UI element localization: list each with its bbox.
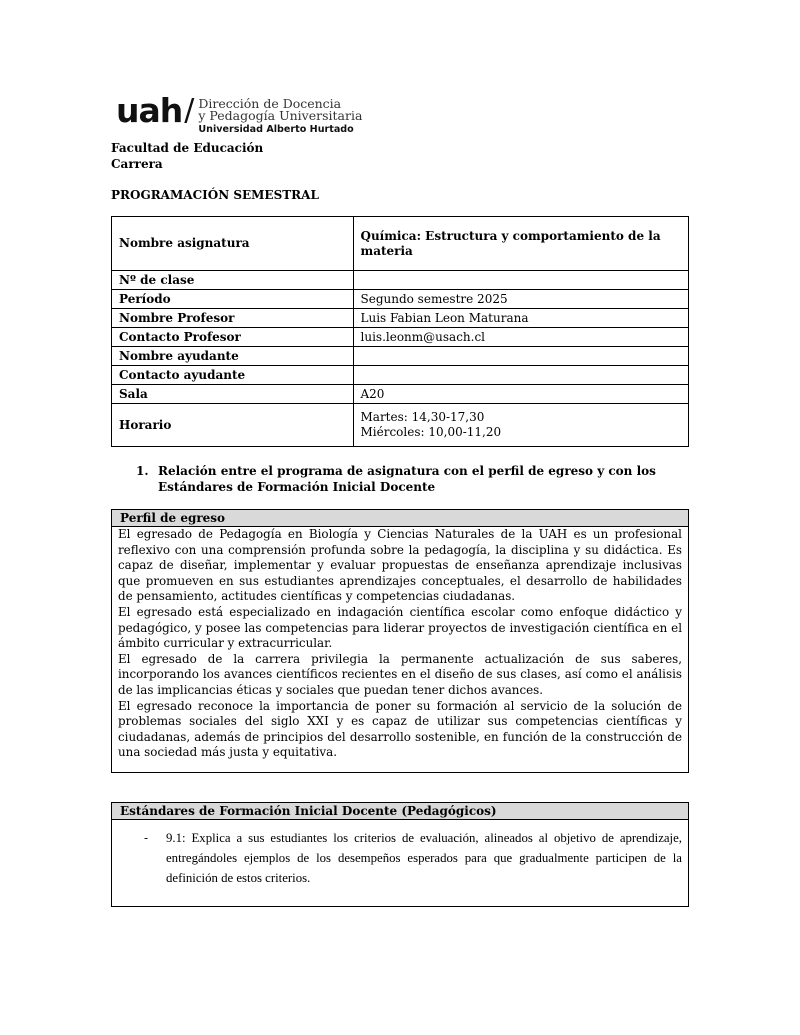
table-row	[112, 309, 689, 328]
row-label: Nº de clase	[112, 271, 354, 290]
perfil-paragraph: El egresado de la carrera privilegia la permanente actualización de sus saberes, incorporando los avances científicos recientes en el diseño de sus clases, así como el análisis de las implicancias éticas y sociales que puedan tener dichos avances.	[118, 651, 682, 697]
table-row	[112, 404, 689, 447]
table-row	[112, 271, 689, 290]
logo-brand: uah	[116, 91, 183, 130]
row-value: luis.leonm@usach.cl	[353, 328, 689, 347]
logo-text	[198, 96, 362, 136]
table-row	[112, 347, 689, 366]
estandares-box	[111, 802, 689, 907]
row-label: Nombre Profesor	[112, 309, 354, 328]
table-row	[112, 290, 689, 309]
section-title: Relación entre el programa de asignatura con el perfil de egreso y con los Estándares de Formación Inicial Docente	[158, 464, 656, 494]
document-title: PROGRAMACIÓN SEMESTRAL	[111, 188, 319, 202]
section-number: 1.	[136, 464, 149, 478]
row-value	[353, 366, 689, 385]
row-value	[353, 404, 689, 447]
faculty-name: Facultad de Educación	[111, 141, 264, 155]
row-value: A20	[353, 385, 689, 404]
row-value	[353, 271, 689, 290]
list-item	[112, 820, 688, 898]
row-label: Horario	[112, 404, 354, 447]
row-value: Segundo semestre 2025	[353, 290, 689, 309]
table-row	[112, 328, 689, 347]
uah-logo	[116, 91, 363, 138]
table-row	[112, 217, 689, 271]
row-value	[353, 347, 689, 366]
perfil-paragraph: El egresado está especializado en indagación científica escolar como enfoque didáctico y pedagógico, y posee las competencias para liderar proyectos de investigación científica en el ámbito curricular y extracurricular.	[118, 604, 682, 651]
perfil-egreso-body	[112, 527, 688, 761]
course-info-table	[111, 216, 689, 447]
logo-line-1: Dirección de Docencia	[198, 96, 342, 111]
row-label: Nombre asignatura	[112, 217, 354, 271]
table-row	[112, 366, 689, 385]
perfil-egreso-heading: Perfil de egreso	[112, 510, 688, 527]
perfil-paragraph: El egresado reconoce la importancia de poner su formación al servicio de la solución de problemas sociales del siglo XXI y es capaz de utilizar sus competencias científicas y ciudadanas, además de principios del desarrollo sostenible, en función de la construcción de una sociedad más justa y equitativa.	[118, 698, 682, 760]
row-label: Nombre ayudante	[112, 347, 354, 366]
logo-line-2: y Pedagogía Universitaria	[198, 108, 363, 123]
career-label: Carrera	[111, 157, 163, 171]
bullet-dash: -	[144, 831, 149, 845]
row-value: Química: Estructura y comportamiento de la materia	[353, 217, 689, 271]
schedule-line-2: Miércoles: 10,00-11,20	[360, 425, 502, 439]
perfil-paragraph: El egresado de Pedagogía en Biología y Ciencias Naturales de la UAH es un profesional reflexivo con una comprensión profunda sobre la pedagogía, la disciplina y su didáctica. Es capaz de diseñar, implementar y evaluar propuestas de enseñanza aprendizaje inclusivas que promueven en sus estudiantes aprendizajes conceptuales, el desarrollo de habilidades de pensamiento, actitudes científicas y competencias ciudadanas.	[118, 527, 682, 604]
row-value: Luis Fabian Leon Maturana	[353, 309, 689, 328]
table-row	[112, 385, 689, 404]
row-label: Contacto ayudante	[112, 366, 354, 385]
row-label: Sala	[112, 385, 354, 404]
logo-university: Universidad Alberto Hurtado	[198, 124, 354, 135]
schedule-line-1: Martes: 14,30-17,30	[360, 410, 485, 424]
estandares-heading: Estándares de Formación Inicial Docente (Pedagógicos)	[112, 803, 688, 820]
perfil-egreso-box	[111, 509, 689, 773]
row-label: Contacto Profesor	[112, 328, 354, 347]
row-label: Período	[112, 290, 354, 309]
standard-item-text: 9.1: Explica a sus estudiantes los criterios de evaluación, alineados al objetivo de aprendizaje, entregándoles ejemplos de los desempeños esperados para que gradualmente participen de la definición de estos criterios.	[166, 831, 682, 885]
logo-slash: /	[184, 93, 195, 128]
